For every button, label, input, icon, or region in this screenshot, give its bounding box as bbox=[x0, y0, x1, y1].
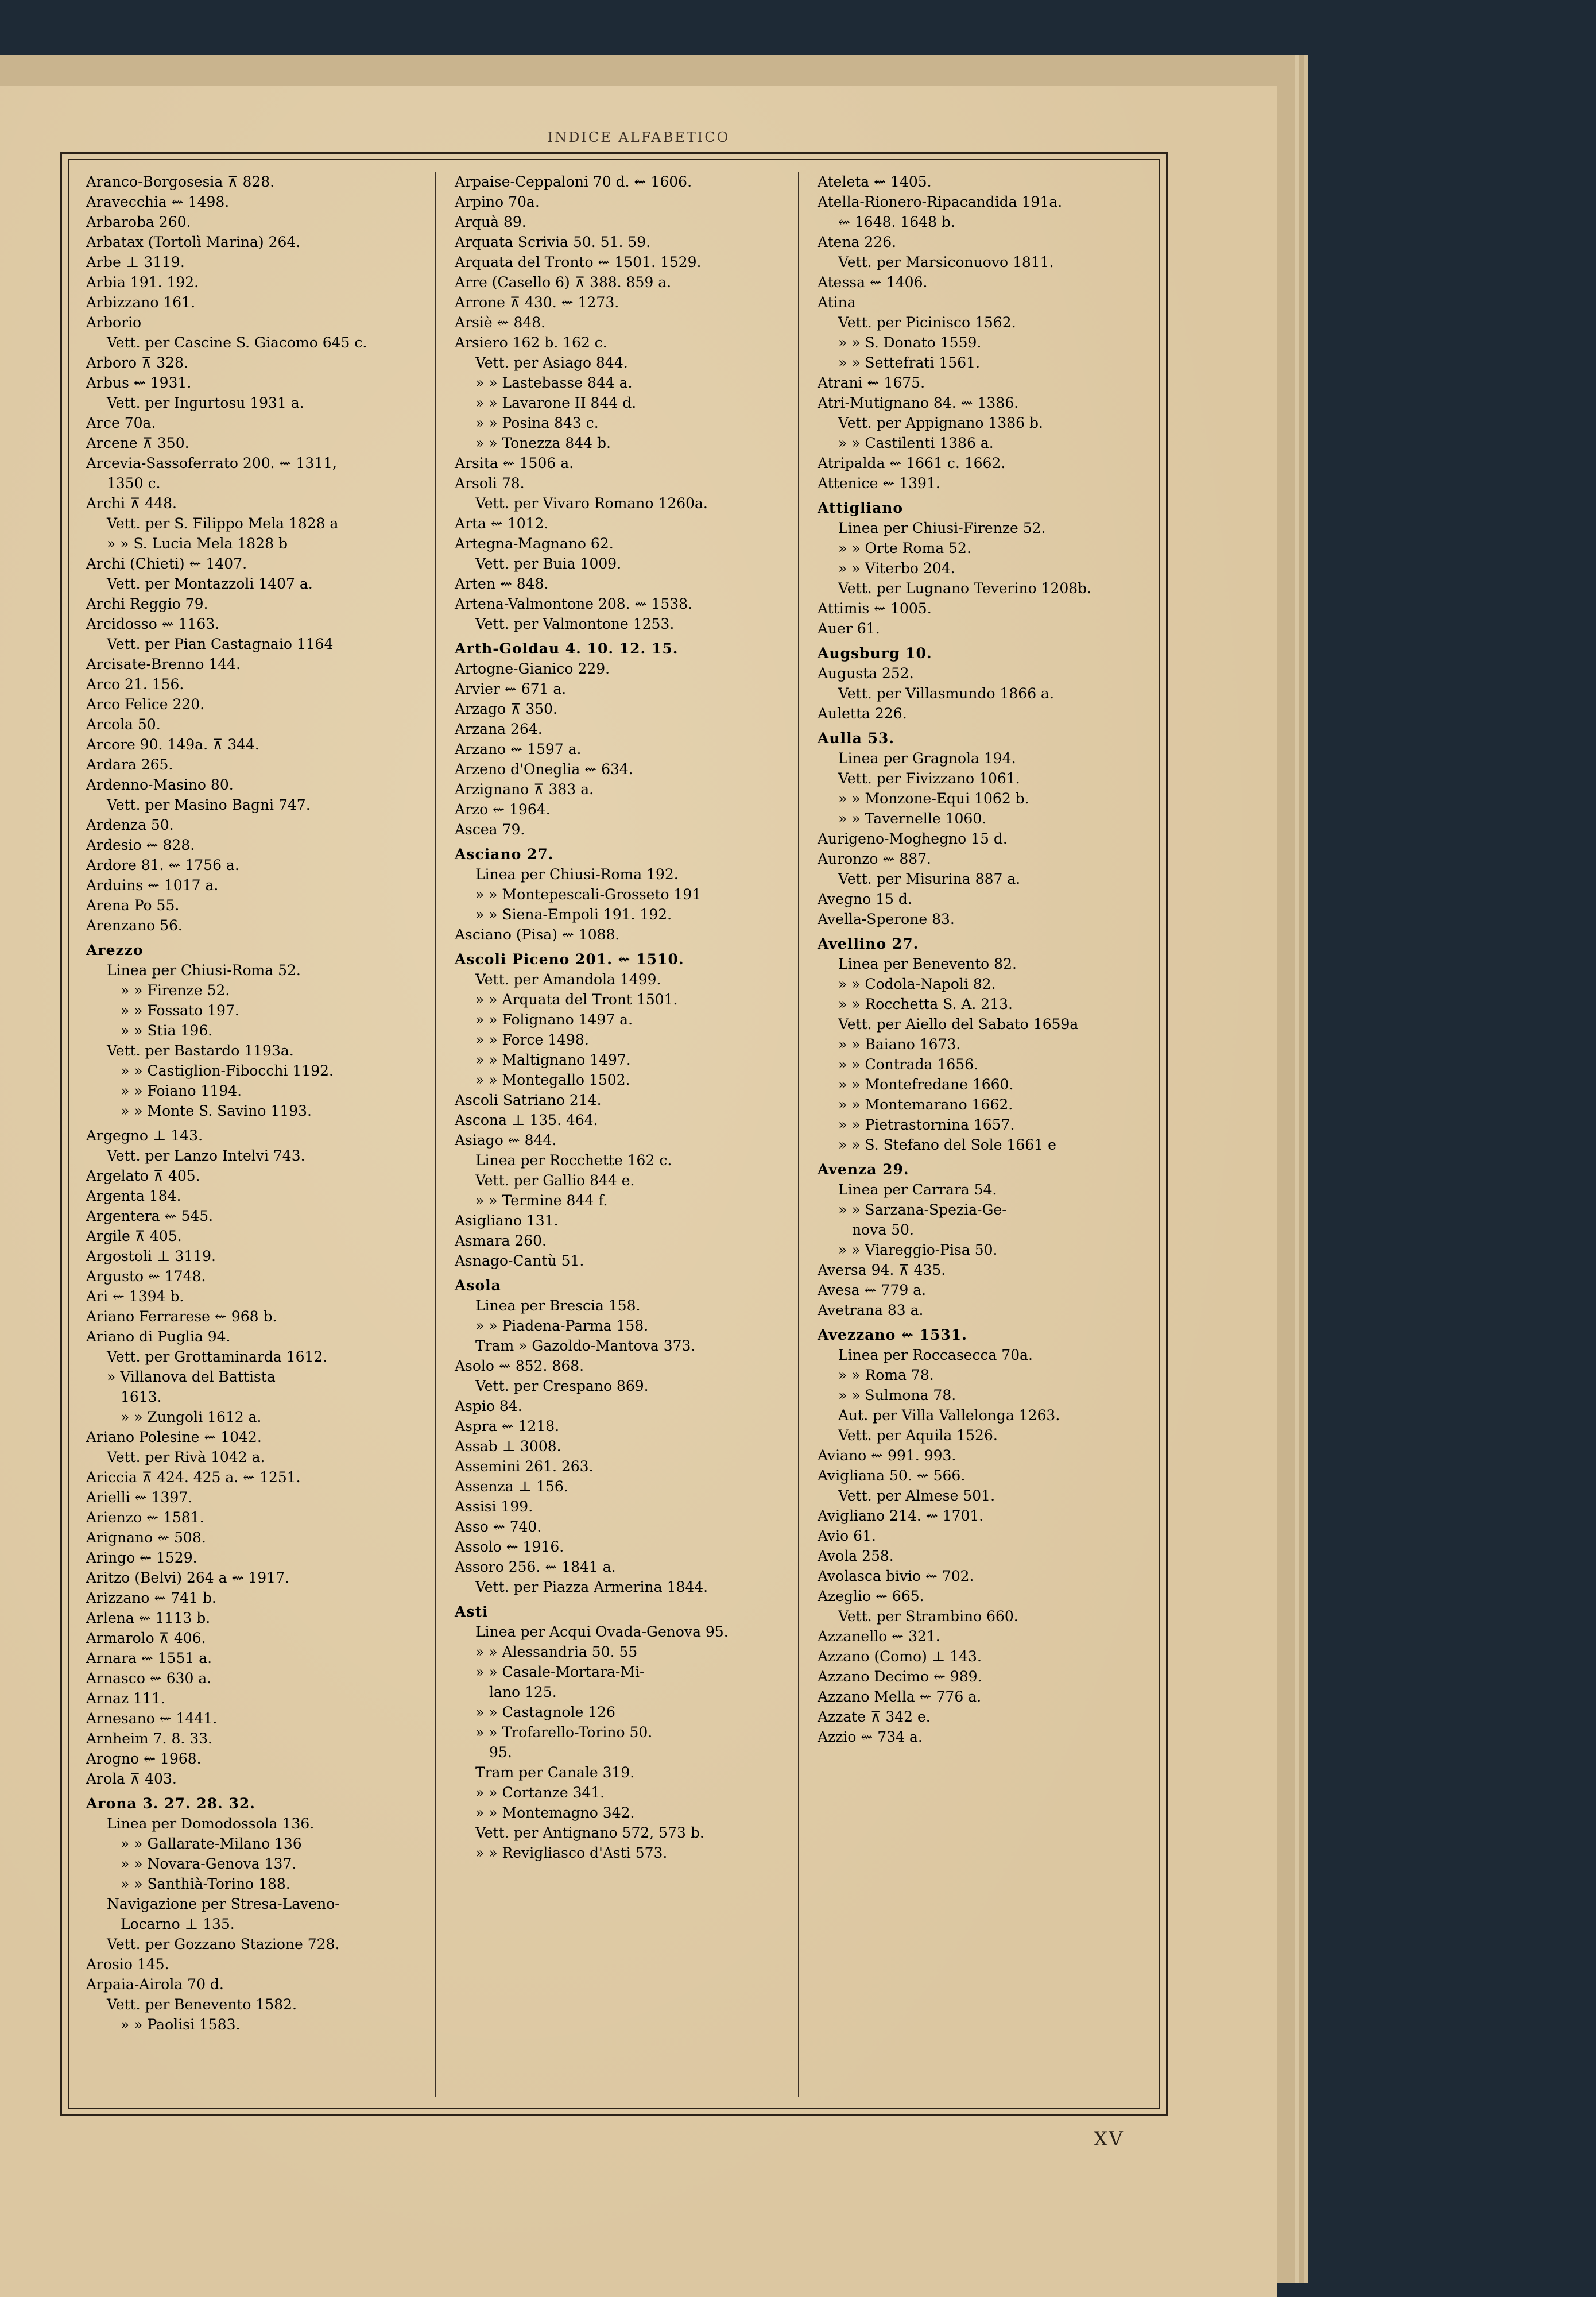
index-entry: Arnara ⇜ 1551 a. bbox=[86, 1650, 212, 1666]
index-entry: » » Montepescali-Grosseto 191 bbox=[475, 886, 702, 903]
index-entry: Ariano Ferrarese ⇜ 968 b. bbox=[86, 1308, 277, 1325]
index-entry: Arogno ⇜ 1968. bbox=[86, 1750, 202, 1767]
index-entry: Arbatax (Tortolì Marina) 264. bbox=[86, 234, 301, 250]
index-entry: Arcene ⊼ 350. bbox=[86, 435, 189, 451]
index-entry: Atina bbox=[818, 294, 856, 311]
index-entry: Ardesio ⇜ 828. bbox=[86, 837, 195, 853]
index-entry: Arzana 264. bbox=[455, 721, 543, 737]
index-entry: Assolo ⇜ 1916. bbox=[455, 1538, 564, 1555]
index-entry: » » S. Stefano del Sole 1661 e bbox=[838, 1136, 1056, 1153]
index-entry: Azzio ⇜ 734 a. bbox=[818, 1728, 923, 1745]
index-entry: Vett. per S. Filippo Mela 1828 a bbox=[107, 515, 339, 532]
index-entry: » » Roma 78. bbox=[838, 1367, 934, 1383]
index-entry: Artena-Valmontone 208. ⇜ 1538. bbox=[455, 595, 693, 612]
index-entry: » » Tonezza 844 b. bbox=[475, 435, 611, 451]
index-entry: Linea per Gragnola 194. bbox=[838, 750, 1016, 767]
index-entry: Arborio bbox=[86, 314, 142, 331]
index-entry: Aversa 94. ⊼ 435. bbox=[818, 1262, 946, 1278]
index-column-2 bbox=[437, 172, 799, 2097]
index-entry: » » Montemarano 1662. bbox=[838, 1096, 1013, 1113]
index-entry: » » Settefrati 1561. bbox=[838, 354, 980, 371]
index-entry: » » Viterbo 204. bbox=[838, 560, 955, 577]
index-entry: 1350 c. bbox=[107, 475, 161, 492]
index-entry: Arten ⇜ 848. bbox=[455, 575, 549, 592]
index-entry: » » Trofarello-Torino 50. bbox=[475, 1724, 653, 1741]
index-entry: Arosio 145. bbox=[86, 1956, 169, 1973]
index-entry: Arcevia-Sassoferrato 200. ⇜ 1311, bbox=[86, 455, 337, 471]
index-entry: Assab ⊥ 3008. bbox=[455, 1438, 561, 1455]
index-entry: » » Montemagno 342. bbox=[475, 1804, 635, 1821]
index-entry: Arsita ⇜ 1506 a. bbox=[455, 455, 574, 471]
index-entry: Vett. per Vivaro Romano 1260a. bbox=[475, 495, 708, 512]
index-entry: » » Orte Roma 52. bbox=[838, 540, 971, 556]
index-entry: Arcidosso ⇜ 1163. bbox=[86, 616, 220, 632]
index-entry: » » Arquata del Tront 1501. bbox=[475, 991, 678, 1008]
index-entry: Avetrana 83 a. bbox=[818, 1302, 924, 1318]
index-heading: Augsburg 10. bbox=[818, 645, 932, 662]
index-heading: Asti bbox=[455, 1603, 489, 1620]
index-entry: Atena 226. bbox=[818, 234, 897, 250]
index-entry: Aravecchia ⇜ 1498. bbox=[86, 194, 230, 210]
index-entry: Linea per Domodossola 136. bbox=[107, 1815, 315, 1832]
index-entry: » » Firenze 52. bbox=[121, 982, 230, 999]
index-entry: Arta ⇜ 1012. bbox=[455, 515, 549, 532]
index-entry: » » Zungoli 1612 a. bbox=[121, 1409, 262, 1425]
index-entry: Auronzo ⇜ 887. bbox=[818, 850, 931, 867]
index-heading: Avenza 29. bbox=[818, 1161, 909, 1178]
index-entry: Arsiè ⇜ 848. bbox=[455, 314, 546, 331]
index-entry: lano 125. bbox=[489, 1684, 557, 1700]
index-entry: Asolo ⇜ 852. 868. bbox=[455, 1358, 584, 1374]
index-entry: Arpaise-Ceppaloni 70 d. ⇜ 1606. bbox=[455, 173, 692, 190]
index-entry: Arco Felice 220. bbox=[86, 696, 205, 713]
index-entry: nova 50. bbox=[852, 1221, 914, 1238]
index-entry: Arzignano ⊼ 383 a. bbox=[455, 781, 594, 798]
index-entry: Arboro ⊼ 328. bbox=[86, 354, 188, 371]
index-entry: Archi ⊼ 448. bbox=[86, 495, 177, 512]
index-heading: Ascoli Piceno 201. ⇜ 1510. bbox=[455, 951, 684, 968]
index-entry: Azzanello ⇜ 321. bbox=[818, 1628, 940, 1645]
index-entry: » » Contrada 1656. bbox=[838, 1056, 979, 1073]
index-entry: Atrani ⇜ 1675. bbox=[818, 374, 925, 391]
index-heading: Arezzo bbox=[86, 942, 144, 958]
index-entry: Arsiero 162 b. 162 c. bbox=[455, 334, 607, 351]
index-entry: » » Castagnole 126 bbox=[475, 1704, 615, 1720]
index-entry: Atessa ⇜ 1406. bbox=[818, 274, 928, 291]
index-entry: Asmara 260. bbox=[455, 1232, 547, 1249]
index-heading: Attigliano bbox=[818, 500, 904, 516]
index-entry: Vett. per Pian Castagnaio 1164 bbox=[107, 636, 334, 652]
index-entry: Vett. per Picinisco 1562. bbox=[838, 314, 1016, 331]
index-entry: Ariccia ⊼ 424. 425 a. ⇜ 1251. bbox=[86, 1469, 301, 1486]
index-entry: Aspra ⇜ 1218. bbox=[455, 1418, 560, 1434]
index-entry: Vett. per Rivà 1042 a. bbox=[107, 1449, 265, 1465]
index-entry: Armarolo ⊼ 406. bbox=[86, 1630, 206, 1646]
index-entry: » » Stia 196. bbox=[121, 1022, 213, 1039]
index-entry: Avegno 15 d. bbox=[818, 891, 912, 907]
index-entry: Arce 70a. bbox=[86, 415, 156, 431]
index-entry: Arrone ⊼ 430. ⇜ 1273. bbox=[455, 294, 619, 311]
index-entry: Azzano Mella ⇜ 776 a. bbox=[818, 1688, 982, 1705]
index-entry: » » Paolisi 1583. bbox=[121, 2016, 241, 2033]
index-entry: Avio 61. bbox=[818, 1528, 876, 1544]
index-entry: Vett. per Ingurtosu 1931 a. bbox=[107, 395, 304, 411]
index-entry: Artogne-Gianico 229. bbox=[455, 660, 610, 677]
index-entry: Arquà 89. bbox=[455, 214, 526, 230]
index-entry: » » Alessandria 50. 55 bbox=[475, 1644, 638, 1660]
index-entry: Atri-Mutignano 84. ⇜ 1386. bbox=[818, 395, 1019, 411]
index-entry: Arenzano 56. bbox=[86, 917, 183, 934]
index-entry: Arzeno d'Oneglia ⇜ 634. bbox=[455, 761, 633, 778]
index-entry: Augusta 252. bbox=[818, 665, 914, 682]
index-entry: Argegno ⊥ 143. bbox=[86, 1127, 203, 1144]
index-entry: Artegna-Magnano 62. bbox=[455, 535, 614, 552]
index-entry: » » Montefredane 1660. bbox=[838, 1076, 1014, 1093]
index-entry: Arbe ⊥ 3119. bbox=[86, 254, 185, 270]
index-entry: » » Codola-Napoli 82. bbox=[838, 976, 996, 992]
index-entry: Atripalda ⇜ 1661 c. 1662. bbox=[818, 455, 1006, 471]
index-entry: Arnesano ⇜ 1441. bbox=[86, 1710, 218, 1727]
index-entry: » » Force 1498. bbox=[475, 1031, 589, 1048]
index-entry: Vett. per Cascine S. Giacomo 645 c. bbox=[107, 334, 367, 351]
index-entry: Linea per Chiusi-Roma 192. bbox=[475, 866, 679, 883]
index-entry: » » Santhià-Torino 188. bbox=[121, 1876, 290, 1892]
index-entry: Arola ⊼ 403. bbox=[86, 1770, 177, 1787]
index-entry: Avigliana 50. ⇜ 566. bbox=[818, 1467, 966, 1484]
index-entry: Arcola 50. bbox=[86, 716, 161, 733]
index-entry: Vett. per Gozzano Stazione 728. bbox=[107, 1936, 340, 1952]
index-entry: Vett. per Piazza Armerina 1844. bbox=[475, 1579, 708, 1595]
index-entry: Aringo ⇜ 1529. bbox=[86, 1549, 197, 1566]
index-entry: Ascona ⊥ 135. 464. bbox=[455, 1112, 598, 1128]
index-entry: Attenice ⇜ 1391. bbox=[818, 475, 940, 492]
index-entry: Argusto ⇜ 1748. bbox=[86, 1268, 206, 1285]
index-entry: Argenta 184. bbox=[86, 1188, 181, 1204]
index-entry: Vett. per Aiello del Sabato 1659a bbox=[838, 1016, 1079, 1033]
index-entry: Assemini 261. 263. bbox=[455, 1458, 594, 1475]
index-entry: Arena Po 55. bbox=[86, 897, 180, 914]
index-entry: Arcore 90. 149a. ⊼ 344. bbox=[86, 736, 259, 753]
index-entry: Archi (Chieti) ⇜ 1407. bbox=[86, 555, 247, 572]
index-entry: Argile ⊼ 405. bbox=[86, 1228, 182, 1244]
index-entry: » » Posina 843 c. bbox=[475, 415, 599, 431]
index-entry: Avesa ⇜ 779 a. bbox=[818, 1282, 927, 1298]
index-entry: » » Castilenti 1386 a. bbox=[838, 435, 994, 451]
index-entry: Assisi 199. bbox=[455, 1498, 533, 1515]
index-entry: Avella-Sperone 83. bbox=[818, 911, 955, 927]
index-entry: » » Folignano 1497 a. bbox=[475, 1011, 633, 1028]
index-entry: Ateleta ⇜ 1405. bbox=[818, 173, 932, 190]
index-entry: Linea per Roccasecca 70a. bbox=[838, 1347, 1033, 1363]
index-entry: Vett. per Montazzoli 1407 a. bbox=[107, 575, 313, 592]
index-entry: Aviano ⇜ 991. 993. bbox=[818, 1447, 956, 1464]
index-entry: » » Casale-Mortara-Mi- bbox=[475, 1664, 645, 1680]
index-entry: » » Castiglion-Fibocchi 1192. bbox=[121, 1062, 334, 1079]
index-entry: Vett. per Masino Bagni 747. bbox=[107, 796, 311, 813]
index-entry: Arvier ⇜ 671 a. bbox=[455, 680, 567, 697]
index-entry: 95. bbox=[489, 1744, 512, 1761]
index-frame bbox=[60, 152, 1168, 2116]
index-entry: Attimis ⇜ 1005. bbox=[818, 600, 932, 617]
index-entry: » » Sulmona 78. bbox=[838, 1387, 956, 1403]
index-heading: Arona 3. 27. 28. 32. bbox=[86, 1795, 256, 1812]
index-entry: Ari ⇜ 1394 b. bbox=[86, 1288, 184, 1305]
index-entry: » » Foiano 1194. bbox=[121, 1082, 242, 1099]
index-entry: Ascoli Satriano 214. bbox=[455, 1092, 602, 1108]
index-entry: Vett. per Buia 1009. bbox=[475, 555, 622, 572]
index-entry: Asciano (Pisa) ⇜ 1088. bbox=[455, 926, 620, 943]
index-entry: Arzano ⇜ 1597 a. bbox=[455, 741, 582, 757]
index-entry: Linea per Benevento 82. bbox=[838, 956, 1017, 972]
index-entry: Avola 258. bbox=[818, 1548, 894, 1564]
index-entry: Arcisate-Brenno 144. bbox=[86, 656, 241, 672]
index-heading: Avellino 27. bbox=[818, 935, 919, 952]
index-column-1 bbox=[69, 172, 436, 2097]
index-entry: Arco 21. 156. bbox=[86, 676, 184, 693]
index-entry: Aspio 84. bbox=[455, 1398, 522, 1414]
index-entry: Ariano Polesine ⇜ 1042. bbox=[86, 1429, 262, 1445]
index-entry: » » Siena-Empoli 191. 192. bbox=[475, 906, 672, 923]
index-entry: » » Lastebasse 844 a. bbox=[475, 374, 633, 391]
index-entry: Vett. per Benevento 1582. bbox=[107, 1996, 297, 2013]
index-entry: Ariano di Puglia 94. bbox=[86, 1328, 231, 1345]
index-heading: Asola bbox=[455, 1277, 501, 1294]
index-entry: Vett. per Fivizzano 1061. bbox=[838, 770, 1020, 787]
index-entry: Arduins ⇜ 1017 a. bbox=[86, 877, 219, 894]
index-entry: Arpino 70a. bbox=[455, 194, 540, 210]
index-entry: Tram per Canale 319. bbox=[475, 1764, 635, 1781]
index-entry: Linea per Rocchette 162 c. bbox=[475, 1152, 672, 1169]
index-frame-inner bbox=[68, 159, 1160, 2109]
index-entry: Vett. per Villasmundo 1866 a. bbox=[838, 685, 1054, 702]
index-entry: Arzago ⊼ 350. bbox=[455, 701, 557, 717]
index-entry: Arsoli 78. bbox=[455, 475, 525, 492]
index-entry: Vett. per Aquila 1526. bbox=[838, 1427, 998, 1444]
index-entry: Vett. per Amandola 1499. bbox=[475, 971, 661, 988]
index-entry: » » Tavernelle 1060. bbox=[838, 810, 987, 827]
index-entry: Vett. per Appignano 1386 b. bbox=[838, 415, 1043, 431]
index-entry: Atella-Rionero-Ripacandida 191a. bbox=[818, 194, 1063, 210]
index-entry: Arnheim 7. 8. 33. bbox=[86, 1730, 213, 1747]
index-entry: » » Termine 844 f. bbox=[475, 1192, 608, 1209]
index-entry: Vett. per Marsiconuovo 1811. bbox=[838, 254, 1054, 270]
index-entry: Arbia 191. 192. bbox=[86, 274, 199, 291]
index-entry: Vett. per Lanzo Intelvi 743. bbox=[107, 1147, 305, 1164]
index-heading: Avezzano ⇜ 1531. bbox=[818, 1327, 967, 1343]
index-entry: Vett. per Crespano 869. bbox=[475, 1378, 649, 1394]
index-entry: Asnago-Cantù 51. bbox=[455, 1252, 584, 1269]
index-entry: Assenza ⊥ 156. bbox=[455, 1478, 568, 1495]
index-entry: Azeglio ⇜ 665. bbox=[818, 1588, 924, 1604]
index-entry: Tram » Gazoldo-Mantova 373. bbox=[475, 1337, 696, 1354]
index-entry: » » Viareggio-Pisa 50. bbox=[838, 1242, 998, 1258]
index-entry: » Villanova del Battista bbox=[107, 1368, 276, 1385]
index-entry: Auer 61. bbox=[818, 620, 880, 637]
index-entry: Navigazione per Stresa-Laveno- bbox=[107, 1896, 340, 1912]
index-entry: Archi Reggio 79. bbox=[86, 595, 208, 612]
index-entry: Argostoli ⊥ 3119. bbox=[86, 1248, 216, 1264]
index-entry: Assoro 256. ⇜ 1841 a. bbox=[455, 1559, 616, 1575]
index-entry: Linea per Acqui Ovada-Genova 95. bbox=[475, 1623, 729, 1640]
index-entry: Linea per Chiusi-Roma 52. bbox=[107, 962, 301, 979]
index-entry: Vett. per Bastardo 1193a. bbox=[107, 1042, 294, 1059]
index-entry: Linea per Brescia 158. bbox=[475, 1297, 641, 1314]
index-entry: Vett. per Grottaminarda 1612. bbox=[107, 1348, 328, 1365]
index-heading: Aulla 53. bbox=[818, 730, 894, 747]
index-entry: Asigliano 131. bbox=[455, 1212, 559, 1229]
index-entry: Aritzo (Belvi) 264 a ⇜ 1917. bbox=[86, 1569, 289, 1586]
index-heading: Asciano 27. bbox=[455, 846, 554, 863]
index-entry: Vett. per Antignano 572, 573 b. bbox=[475, 1824, 704, 1841]
index-entry: Ascea 79. bbox=[455, 821, 525, 838]
page-title: INDICE ALFABETICO bbox=[547, 129, 730, 145]
index-entry: Arignano ⇜ 508. bbox=[86, 1529, 206, 1546]
index-entry: » » Piadena-Parma 158. bbox=[475, 1317, 649, 1334]
index-entry: » » Montegallo 1502. bbox=[475, 1072, 630, 1088]
index-entry: » » Rocchetta S. A. 213. bbox=[838, 996, 1013, 1012]
index-entry: Linea per Carrara 54. bbox=[838, 1181, 997, 1198]
index-entry: Vett. per Asiago 844. bbox=[475, 354, 628, 371]
index-entry: Auletta 226. bbox=[818, 705, 907, 722]
index-entry: Arzo ⇜ 1964. bbox=[455, 801, 551, 818]
index-entry: » » Maltignano 1497. bbox=[475, 1051, 631, 1068]
index-entry: Arienzo ⇜ 1581. bbox=[86, 1509, 204, 1526]
index-entry: Ardenza 50. bbox=[86, 817, 174, 833]
index-entry: Ardenno-Masino 80. bbox=[86, 776, 234, 793]
index-entry: Arbaroba 260. bbox=[86, 214, 191, 230]
index-entry: Aurigeno-Moghegno 15 d. bbox=[818, 830, 1008, 847]
index-entry: Arquata del Tronto ⇜ 1501. 1529. bbox=[455, 254, 702, 270]
index-heading: Arth-Goldau 4. 10. 12. 15. bbox=[455, 640, 679, 657]
index-entry: Linea per Chiusi-Firenze 52. bbox=[838, 520, 1046, 536]
index-entry: Avolasca bivio ⇜ 702. bbox=[818, 1568, 974, 1584]
index-entry: Argelato ⊼ 405. bbox=[86, 1167, 200, 1184]
index-entry: » » Baiano 1673. bbox=[838, 1036, 961, 1053]
index-entry: Arnasco ⇜ 630 a. bbox=[86, 1670, 212, 1687]
index-entry: Asso ⇜ 740. bbox=[455, 1518, 542, 1535]
index-entry: Arnaz 111. bbox=[86, 1690, 165, 1707]
index-entry: » » Novara-Genova 137. bbox=[121, 1855, 297, 1872]
index-entry: Arquata Scrivia 50. 51. 59. bbox=[455, 234, 651, 250]
index-entry: Aut. per Villa Vallelonga 1263. bbox=[838, 1407, 1060, 1424]
index-entry: Azzano (Como) ⊥ 143. bbox=[818, 1648, 982, 1665]
index-entry: Arre (Casello 6) ⊼ 388. 859 a. bbox=[455, 274, 672, 291]
index-entry: » » Revigliasco d'Asti 573. bbox=[475, 1844, 668, 1861]
index-entry: Arizzano ⇜ 741 b. bbox=[86, 1590, 216, 1606]
index-entry: Argentera ⇜ 545. bbox=[86, 1208, 214, 1224]
page-number: XV bbox=[1094, 2128, 1124, 2151]
index-entry: Avigliano 214. ⇜ 1701. bbox=[818, 1507, 984, 1524]
index-entry: » » S. Lucia Mela 1828 b bbox=[107, 535, 288, 552]
index-entry: » » Monzone-Equi 1062 b. bbox=[838, 790, 1029, 807]
index-entry: » » Lavarone II 844 d. bbox=[475, 395, 637, 411]
index-entry: Arpaia-Airola 70 d. bbox=[86, 1976, 224, 1993]
index-entry: Arbizzano 161. bbox=[86, 294, 196, 311]
index-entry: ⇜ 1648. 1648 b. bbox=[838, 214, 955, 230]
index-column-3 bbox=[800, 172, 1162, 2097]
index-entry: Vett. per Gallio 844 e. bbox=[475, 1172, 635, 1189]
index-entry: Locarno ⊥ 135. bbox=[121, 1916, 235, 1932]
index-entry: » » Fossato 197. bbox=[121, 1002, 239, 1019]
index-entry: Azzano Decimo ⇜ 989. bbox=[818, 1668, 982, 1685]
index-entry: » » Sarzana-Spezia-Ge- bbox=[838, 1201, 1007, 1218]
index-entry: » » S. Donato 1559. bbox=[838, 334, 982, 351]
index-entry: » » Cortanze 341. bbox=[475, 1784, 605, 1801]
index-entry: Ardore 81. ⇜ 1756 a. bbox=[86, 857, 239, 873]
index-entry: Vett. per Lugnano Teverino 1208b. bbox=[838, 580, 1092, 597]
index-entry: Vett. per Misurina 887 a. bbox=[838, 871, 1021, 887]
index-entry: Arbus ⇜ 1931. bbox=[86, 374, 192, 391]
index-entry: Vett. per Strambino 660. bbox=[838, 1608, 1018, 1625]
index-entry: » » Gallarate-Milano 136 bbox=[121, 1835, 302, 1852]
index-entry: Asiago ⇜ 844. bbox=[455, 1132, 557, 1148]
index-entry: Ardara 265. bbox=[86, 756, 173, 773]
index-entry: Arlena ⇜ 1113 b. bbox=[86, 1610, 211, 1626]
index-entry: Azzate ⊼ 342 e. bbox=[818, 1708, 931, 1725]
index-entry: » » Monte S. Savino 1193. bbox=[121, 1103, 312, 1119]
index-entry: » » Pietrastornina 1657. bbox=[838, 1116, 1015, 1133]
index-entry: Aranco-Borgosesia ⊼ 828. bbox=[86, 173, 275, 190]
index-entry: 1613. bbox=[121, 1389, 162, 1405]
index-entry: Vett. per Almese 501. bbox=[838, 1487, 995, 1504]
index-entry: Vett. per Valmontone 1253. bbox=[475, 616, 675, 632]
index-entry: Arielli ⇜ 1397. bbox=[86, 1489, 193, 1506]
